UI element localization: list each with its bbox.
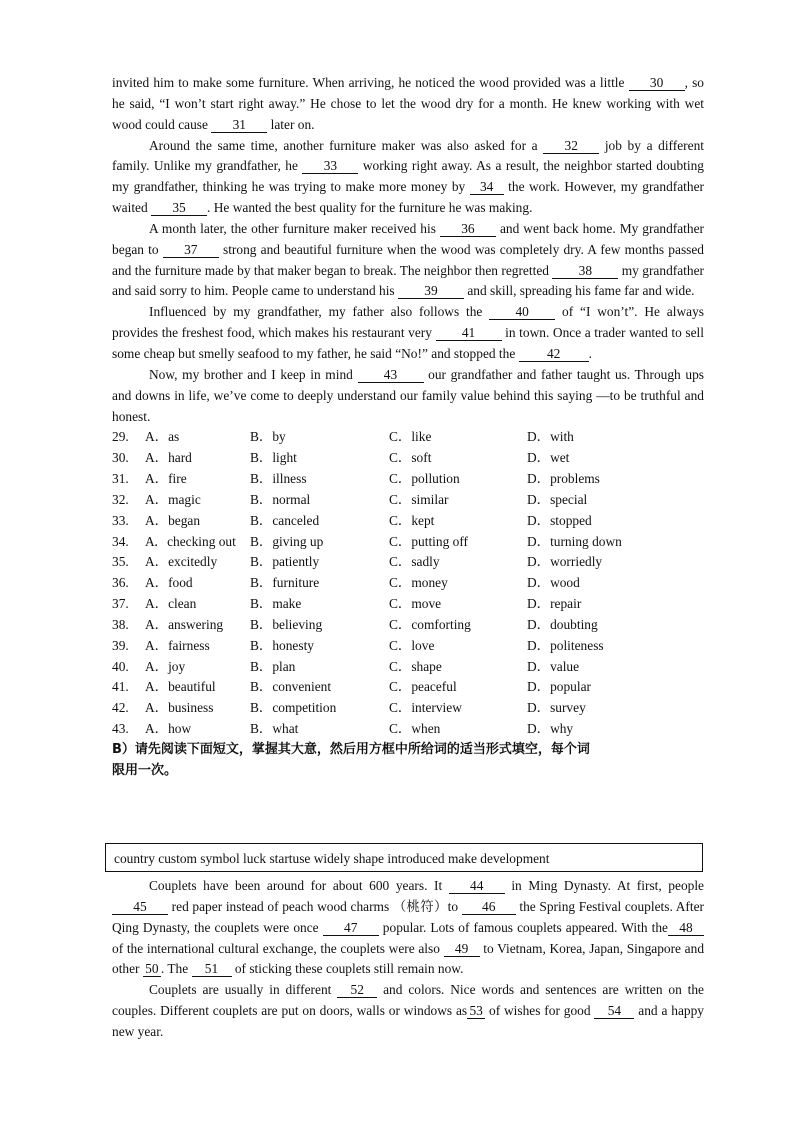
- option-letter: D．: [527, 429, 551, 445]
- option-text: peaceful: [411, 679, 457, 695]
- option-letter: B．: [250, 721, 273, 737]
- text-run: to Vietnam, Korea, Japan, Singapore and other: [112, 940, 705, 977]
- option-text: joy: [168, 658, 186, 674]
- text-run: of wishes for good: [485, 1003, 595, 1019]
- option-d[interactable]: [527, 427, 704, 448]
- option-letter: C．: [389, 471, 412, 487]
- option-text: patiently: [272, 554, 320, 570]
- blank-54: 54: [594, 1003, 634, 1019]
- option-letter: D．: [527, 637, 551, 653]
- option-d[interactable]: [527, 719, 704, 740]
- option-text: problems: [550, 471, 600, 487]
- blank-39: 39: [398, 283, 464, 299]
- text-run: in Ming Dynasty. At first, people: [504, 878, 704, 893]
- option-letter: B．: [250, 533, 273, 549]
- option-b[interactable]: [250, 719, 389, 740]
- option-d[interactable]: [527, 677, 704, 698]
- question-row: [112, 636, 704, 657]
- text-run: . The: [160, 961, 192, 977]
- option-text: fairness: [168, 637, 210, 653]
- option-text: interview: [411, 700, 462, 716]
- text-run: in town. Once a trader wanted to sell some cheap but smelly seafood to my father, he said “No!” and stopped the: [112, 325, 704, 361]
- option-letter: A．: [145, 679, 169, 695]
- option-letter: D．: [527, 616, 551, 632]
- option-a[interactable]: [145, 677, 250, 698]
- option-c[interactable]: [389, 615, 527, 636]
- option-a[interactable]: [145, 511, 250, 532]
- question-row: [112, 532, 704, 553]
- option-letter: A．: [145, 721, 169, 737]
- option-letter: B．: [250, 491, 273, 507]
- option-text: kept: [411, 512, 435, 528]
- text-run: Now, my brother and I keep in mind: [149, 366, 358, 382]
- question-number: 36.: [112, 575, 129, 591]
- option-letter: D．: [527, 533, 551, 549]
- option-text: wet: [550, 450, 570, 466]
- option-text: believing: [272, 616, 323, 632]
- option-letter: D．: [527, 554, 551, 570]
- text-run: strong and beautiful furniture when the wood was completely dry. A few months passed and the furniture made by that maker began to break. The neighbor then regretted: [112, 241, 704, 278]
- question-row: [112, 552, 704, 573]
- text-run: Influenced by my grandfather, my father also follows the: [149, 304, 490, 320]
- option-text: doubting: [550, 616, 598, 632]
- blank-49: 49: [444, 941, 480, 957]
- blank-30: 30: [629, 75, 685, 91]
- text-run: our grandfather and father taught us. Through ups and downs in life, we’ve come to deeply understand our family value behind this saying —to be truthful and honest.: [112, 366, 704, 424]
- instruction-line-1: B）请先阅读下面短文，掌握其大意，然后用方框中所给词的适当形式填空，每个词: [112, 742, 590, 757]
- option-c[interactable]: [389, 677, 527, 698]
- option-letter: B．: [250, 575, 273, 591]
- question-row: [112, 657, 704, 678]
- option-d[interactable]: [527, 511, 704, 532]
- paragraph: [112, 136, 704, 219]
- option-a[interactable]: [145, 573, 250, 594]
- text-run: red paper instead of peach wood charms （桃符）to: [168, 898, 462, 914]
- option-text: value: [550, 658, 580, 674]
- option-d[interactable]: [527, 532, 704, 553]
- option-b[interactable]: [250, 532, 389, 553]
- blank-35: 35: [151, 200, 207, 216]
- option-letter: A．: [145, 616, 169, 632]
- question-row: [112, 573, 704, 594]
- option-c[interactable]: [389, 427, 527, 448]
- question-row: [112, 719, 704, 740]
- option-letter: C．: [389, 450, 412, 466]
- text-run: Around the same time, another furniture maker was also asked for a: [149, 137, 544, 153]
- option-text: as: [168, 429, 180, 445]
- option-text: competition: [272, 700, 337, 716]
- question-number: 42.: [112, 700, 129, 716]
- option-letter: A．: [145, 554, 169, 570]
- blank-52: 52: [337, 982, 377, 998]
- option-letter: D．: [527, 658, 551, 674]
- option-c[interactable]: [389, 657, 527, 678]
- option-letter: A．: [145, 450, 169, 466]
- option-letter: D．: [527, 721, 551, 737]
- option-letter: B．: [250, 700, 273, 716]
- option-letter: A．: [145, 491, 169, 507]
- option-a[interactable]: [145, 594, 250, 615]
- option-b[interactable]: [250, 552, 389, 573]
- option-text: what: [272, 721, 299, 737]
- question-row: [112, 615, 704, 636]
- option-text: soft: [411, 450, 432, 466]
- option-letter: B．: [250, 658, 273, 674]
- option-letter: D．: [527, 450, 551, 466]
- option-letter: C．: [389, 491, 412, 507]
- option-text: move: [411, 596, 442, 612]
- option-text: why: [550, 721, 574, 737]
- option-text: make: [272, 596, 302, 612]
- text-run: and went back home. My grandfather began to: [112, 220, 705, 257]
- option-c[interactable]: [389, 552, 527, 573]
- option-letter: C．: [389, 575, 412, 591]
- paragraph: [112, 365, 704, 428]
- option-letter: C．: [389, 700, 412, 716]
- option-b[interactable]: [250, 615, 389, 636]
- blank-48: 48: [668, 920, 704, 936]
- option-text: similar: [411, 491, 449, 507]
- option-text: turning down: [550, 533, 622, 549]
- text-run: Couplets have been around for about 600 years. It: [149, 878, 449, 893]
- question-number: 29.: [112, 429, 129, 445]
- question-number: 33.: [112, 512, 129, 528]
- option-text: worriedly: [550, 554, 603, 570]
- option-a[interactable]: [145, 532, 250, 553]
- option-text: furniture: [272, 575, 320, 591]
- blank-34: 34: [470, 179, 504, 195]
- question-number: 43.: [112, 721, 129, 737]
- text-run: working right away. As a result, the neighbor started doubting my grandfather, thinking he was trying to make more money by: [112, 158, 705, 195]
- option-text: when: [411, 721, 441, 737]
- option-letter: A．: [145, 658, 169, 674]
- text-run: and colors. Nice words and sentences are written on the couples. Different couplets are put on doors, walls or windows as: [112, 982, 704, 1019]
- option-text: comforting: [411, 616, 471, 632]
- option-a[interactable]: [145, 636, 250, 657]
- option-a[interactable]: [145, 552, 250, 573]
- option-letter: C．: [389, 554, 412, 570]
- option-text: popular: [550, 679, 591, 695]
- option-letter: C．: [389, 512, 412, 528]
- option-b[interactable]: [250, 657, 389, 678]
- question-row: [112, 698, 704, 719]
- option-letter: C．: [389, 616, 412, 632]
- option-b[interactable]: [250, 636, 389, 657]
- question-number: 32.: [112, 491, 129, 507]
- question-number: 35.: [112, 554, 129, 570]
- option-letter: C．: [389, 679, 412, 695]
- option-letter: B．: [250, 512, 273, 528]
- option-c[interactable]: [389, 573, 527, 594]
- section-b-instruction: [112, 740, 704, 781]
- blank-51: 51: [192, 961, 232, 977]
- option-text: canceled: [272, 512, 320, 528]
- option-letter: A．: [145, 471, 169, 487]
- blank-47: 47: [323, 920, 379, 936]
- option-c[interactable]: [389, 698, 527, 719]
- question-row: [112, 469, 704, 490]
- option-c[interactable]: [389, 532, 527, 553]
- question-number: 30.: [112, 450, 129, 466]
- option-text: by: [272, 429, 286, 445]
- option-text: plan: [272, 658, 296, 674]
- question-number: 31.: [112, 471, 129, 487]
- text-run: of sticking these couplets still remain now.: [231, 961, 464, 977]
- text-run: the Spring Festival couplets. After Qing Dynasty, the couplets were once: [112, 898, 704, 935]
- option-text: magic: [168, 491, 201, 507]
- option-a[interactable]: [145, 490, 250, 511]
- option-text: convenient: [272, 679, 332, 695]
- text-run: , so he said, “I won’t start right away.” He chose to let the wood dry for a month. He knew working with wet wood could cause: [112, 75, 704, 132]
- option-b[interactable]: [250, 469, 389, 490]
- blank-38: 38: [552, 263, 618, 279]
- option-a[interactable]: [145, 448, 250, 469]
- option-letter: C．: [389, 658, 412, 674]
- option-letter: C．: [389, 637, 412, 653]
- text-run: .: [588, 345, 593, 361]
- option-letter: B．: [250, 471, 273, 487]
- question-number: 40.: [112, 658, 129, 674]
- option-letter: A．: [145, 637, 169, 653]
- option-text: answering: [168, 616, 224, 632]
- question-number: 38.: [112, 616, 129, 632]
- option-text: pollution: [411, 471, 460, 487]
- option-a[interactable]: [145, 427, 250, 448]
- passage-a: [112, 73, 704, 427]
- text-run: of “I won’t”. He always provides the freshest food, which makes his restaurant very: [112, 304, 704, 341]
- option-d[interactable]: [527, 573, 704, 594]
- option-b[interactable]: [250, 490, 389, 511]
- option-b[interactable]: [250, 594, 389, 615]
- blank-37: 37: [163, 242, 219, 258]
- blank-43: 43: [358, 367, 424, 383]
- option-text: illness: [272, 471, 307, 487]
- option-text: fire: [168, 471, 187, 487]
- blank-53: 53: [467, 1003, 485, 1019]
- blank-44: 44: [449, 878, 505, 894]
- text-run: my grandfather and said sorry to him. People came to understand his: [112, 262, 704, 299]
- option-text: stopped: [550, 512, 592, 528]
- option-text: normal: [272, 491, 311, 507]
- option-text: how: [168, 721, 192, 737]
- option-letter: C．: [389, 596, 412, 612]
- option-d[interactable]: [527, 552, 704, 573]
- option-letter: C．: [389, 429, 412, 445]
- option-text: excitedly: [168, 554, 218, 570]
- option-letter: B．: [250, 554, 273, 570]
- text-run: invited him to make some furniture. When arriving, he noticed the wood provided was a little: [112, 75, 629, 90]
- blank-33: 33: [302, 158, 358, 174]
- blank-46: 46: [462, 899, 516, 915]
- text-run: popular. Lots of famous couplets appeared. With the: [378, 919, 668, 935]
- passage-b: [112, 876, 704, 1043]
- option-b[interactable]: [250, 448, 389, 469]
- option-text: repair: [550, 596, 582, 612]
- paragraph: [112, 876, 704, 980]
- option-d[interactable]: [527, 657, 704, 678]
- option-text: politeness: [550, 637, 604, 653]
- option-c[interactable]: [389, 448, 527, 469]
- option-a[interactable]: [145, 469, 250, 490]
- blank-45: 45: [112, 899, 168, 915]
- option-letter: D．: [527, 512, 551, 528]
- option-d[interactable]: [527, 490, 704, 511]
- instruction-line-2: 限用一次。: [112, 762, 178, 778]
- text-run: and skill, spreading his fame far and wide.: [463, 283, 695, 299]
- option-letter: A．: [145, 512, 169, 528]
- option-text: checking out: [167, 533, 236, 549]
- text-run: . He wanted the best quality for the furniture he was making.: [207, 200, 533, 216]
- option-text: like: [411, 429, 432, 445]
- question-row: [112, 427, 704, 448]
- option-letter: B．: [250, 450, 273, 466]
- text-run: and a happy new year.: [112, 1003, 704, 1039]
- option-letter: D．: [527, 575, 551, 591]
- option-letter: D．: [527, 679, 551, 695]
- paragraph: [112, 302, 704, 365]
- option-d[interactable]: [527, 698, 704, 719]
- option-text: food: [168, 575, 193, 591]
- text-run: of the international cultural exchange, the couplets were also: [112, 940, 444, 956]
- option-letter: A．: [145, 533, 168, 549]
- option-d[interactable]: [527, 594, 704, 615]
- option-text: beautiful: [168, 679, 216, 695]
- question-number: 39.: [112, 637, 129, 653]
- option-text: business: [168, 700, 214, 716]
- option-d[interactable]: [527, 636, 704, 657]
- option-a[interactable]: [145, 698, 250, 719]
- option-d[interactable]: [527, 448, 704, 469]
- blank-36: 36: [440, 221, 496, 237]
- question-number: 41.: [112, 679, 129, 695]
- question-row: [112, 448, 704, 469]
- blank-31: 31: [211, 117, 267, 133]
- option-text: shape: [411, 658, 442, 674]
- option-text: wood: [550, 575, 580, 591]
- options-list: [112, 427, 704, 740]
- option-b[interactable]: [250, 573, 389, 594]
- option-text: special: [550, 491, 588, 507]
- option-d[interactable]: [527, 469, 704, 490]
- option-letter: B．: [250, 596, 273, 612]
- option-b[interactable]: [250, 427, 389, 448]
- option-letter: A．: [145, 575, 169, 591]
- option-letter: D．: [527, 491, 551, 507]
- option-text: light: [272, 450, 297, 466]
- option-text: sadly: [411, 554, 440, 570]
- text-run: later on.: [267, 116, 315, 132]
- paragraph: [112, 980, 704, 1043]
- question-row: [112, 511, 704, 532]
- option-letter: D．: [527, 700, 551, 716]
- option-letter: A．: [145, 429, 169, 445]
- option-b[interactable]: [250, 511, 389, 532]
- blank-50: 50: [143, 961, 161, 977]
- option-c[interactable]: [389, 594, 527, 615]
- option-c[interactable]: [389, 469, 527, 490]
- option-c[interactable]: [389, 636, 527, 657]
- option-letter: B．: [250, 616, 273, 632]
- option-c[interactable]: [389, 490, 527, 511]
- page-content: [112, 73, 704, 781]
- option-letter: B．: [250, 429, 273, 445]
- option-letter: A．: [145, 700, 169, 716]
- blank-32: 32: [543, 138, 599, 154]
- option-letter: C．: [389, 533, 412, 549]
- option-b[interactable]: [250, 677, 389, 698]
- paragraph: [112, 73, 704, 136]
- question-row: [112, 594, 704, 615]
- blank-40: 40: [489, 304, 555, 320]
- option-b[interactable]: [250, 698, 389, 719]
- option-text: hard: [168, 450, 192, 466]
- blank-41: 41: [436, 325, 502, 341]
- text-run: job by a different family. Unlike my grandfather, he: [112, 137, 704, 174]
- option-a[interactable]: [145, 719, 250, 740]
- blank-42: 42: [519, 346, 589, 362]
- option-text: giving up: [272, 533, 324, 549]
- option-a[interactable]: [145, 615, 250, 636]
- option-text: putting off: [411, 533, 468, 549]
- option-letter: C．: [389, 721, 412, 737]
- option-text: money: [411, 575, 448, 591]
- option-letter: D．: [527, 471, 551, 487]
- word-box: country custom symbol luck startuse widely shape introduced make development: [105, 843, 703, 872]
- option-c[interactable]: [389, 511, 527, 532]
- option-text: with: [550, 429, 574, 445]
- text-run: the work. However, my grandfather waited: [112, 179, 704, 216]
- option-a[interactable]: [145, 657, 250, 678]
- question-number: 37.: [112, 596, 129, 612]
- option-letter: D．: [527, 596, 551, 612]
- option-text: love: [411, 637, 435, 653]
- paragraph: [112, 219, 704, 302]
- option-letter: A．: [145, 596, 169, 612]
- option-text: began: [168, 512, 201, 528]
- text-run: Couplets are usually in different: [149, 982, 338, 998]
- question-row: [112, 490, 704, 511]
- option-text: honesty: [272, 637, 314, 653]
- question-number: 34.: [112, 533, 129, 549]
- text-run: A month later, the other furniture maker received his: [149, 220, 440, 236]
- option-d[interactable]: [527, 615, 704, 636]
- option-letter: B．: [250, 679, 273, 695]
- option-text: survey: [550, 700, 586, 716]
- option-c[interactable]: [389, 719, 527, 740]
- option-text: clean: [168, 596, 197, 612]
- option-letter: B．: [250, 637, 273, 653]
- question-row: [112, 677, 704, 698]
